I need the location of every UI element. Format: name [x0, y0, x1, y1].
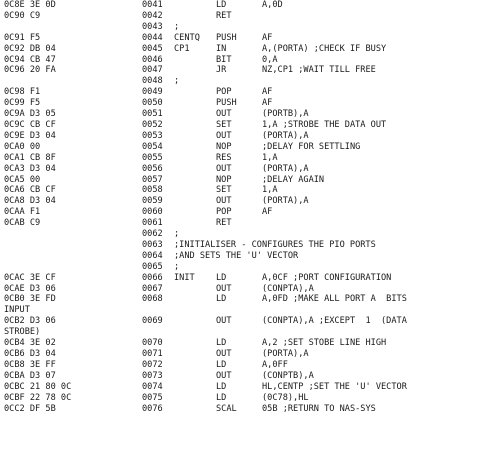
operand-text: AF: [262, 32, 273, 43]
line-number: 0061: [142, 218, 163, 229]
listing-row: [0, 251, 485, 262]
listing-row: [0, 207, 485, 218]
address-bytes: 0CA5 00: [4, 174, 41, 185]
opcode-text: PUSH: [216, 98, 237, 109]
line-number: 0042: [142, 10, 163, 21]
line-number: 0064: [142, 250, 163, 261]
comment-text: ;: [174, 76, 180, 87]
line-number: 0056: [142, 163, 163, 174]
operand-text: (PORTA),A: [262, 163, 309, 174]
line-number: 0043: [142, 21, 163, 32]
address-bytes: 0CA6 CB CF: [4, 185, 56, 196]
line-number: 0060: [142, 207, 163, 218]
listing-row: [0, 0, 485, 11]
line-number: 0045: [142, 43, 163, 54]
address-bytes: 0C90 C9: [4, 10, 41, 21]
line-number: 0051: [142, 109, 163, 120]
operand-text: (PORTA),A: [262, 196, 309, 207]
line-number: 0048: [142, 76, 163, 87]
listing-row: [0, 404, 485, 415]
opcode-text: SET: [216, 185, 232, 196]
line-number: 0070: [142, 338, 163, 349]
line-number: 0049: [142, 87, 163, 98]
listing-row: [0, 273, 485, 284]
opcode-text: RET: [216, 10, 232, 21]
listing-row: [0, 382, 485, 393]
operand-text: 1,A: [262, 152, 278, 163]
address-bytes: 0CAA F1: [4, 207, 41, 218]
label-text: CENTQ: [174, 32, 200, 43]
opcode-text: RES: [216, 152, 232, 163]
address-bytes: 0C92 DB 04: [4, 43, 56, 54]
listing-row: [0, 196, 485, 207]
address-bytes: 0CA1 CB 8F: [4, 152, 56, 163]
operand-text: AF: [262, 87, 273, 98]
line-number: 0046: [142, 54, 163, 65]
line-number: 0053: [142, 130, 163, 141]
line-number: 0069: [142, 316, 163, 327]
operand-text: A,2 ;SET STOBE LINE HIGH: [262, 338, 387, 349]
opcode-text: NOP: [216, 141, 232, 152]
operand-text: (CONPTA),A: [262, 283, 314, 294]
operand-text: 0,A: [262, 54, 278, 65]
address-bytes: 0CA3 D3 04: [4, 163, 56, 174]
listing-row: [0, 240, 485, 251]
opcode-text: SCAL: [216, 403, 237, 414]
listing-row: [0, 338, 485, 349]
opcode-text: LD: [216, 272, 227, 283]
comment-text: ;AND SETS THE 'U' VECTOR: [174, 250, 299, 261]
address-bytes: 0C9A D3 05: [4, 109, 56, 120]
address-bytes: 0C8E 3E 0D: [4, 0, 56, 10]
address-bytes: 0CA0 00: [4, 141, 41, 152]
operand-text: A,0D: [262, 0, 283, 10]
line-number: 0047: [142, 65, 163, 76]
comment-text: ;INITIALISER - CONFIGURES THE PIO PORTS: [174, 239, 376, 250]
line-number: 0052: [142, 119, 163, 130]
opcode-text: JR: [216, 65, 227, 76]
listing-row: [0, 316, 485, 327]
listing-row: [0, 294, 485, 305]
operand-text: A,0FD ;MAKE ALL PORT A BITS: [262, 294, 407, 305]
line-number: 0063: [142, 239, 163, 250]
address-bytes: 0CB2 D3 06: [4, 316, 56, 327]
address-bytes: 0C9C CB CF: [4, 119, 56, 130]
address-bytes: 0C94 CB 47: [4, 54, 56, 65]
address-bytes: 0CAE D3 06: [4, 283, 56, 294]
listing-row: [0, 98, 485, 109]
listing-row: [0, 120, 485, 131]
listing-row: [0, 349, 485, 360]
line-number: 0067: [142, 283, 163, 294]
operand-text: ;DELAY FOR SETTLING: [262, 141, 361, 152]
listing-row: [0, 218, 485, 229]
address-bytes: 0CB4 3E 02: [4, 338, 56, 349]
listing-row: [0, 33, 485, 44]
opcode-text: OUT: [216, 316, 232, 327]
address-bytes: 0CB6 D3 04: [4, 349, 56, 359]
operand-text: A,0FF: [262, 359, 288, 370]
line-number: 0065: [142, 261, 163, 272]
listing-row: [0, 153, 485, 164]
operand-text: AF: [262, 207, 273, 218]
address-bytes: 0CBC 21 80 0C: [4, 381, 72, 392]
address-bytes: 0CBA D3 07: [4, 370, 56, 381]
listing-row: [0, 55, 485, 66]
listing-row: [0, 11, 485, 22]
line-number: 0076: [142, 403, 163, 414]
opcode-text: SET: [216, 119, 232, 130]
opcode-text: RET: [216, 218, 232, 229]
address-bytes: 0C91 F5: [4, 32, 41, 43]
line-number: 0050: [142, 98, 163, 109]
operand-text: (PORTB),A: [262, 109, 309, 120]
opcode-text: NOP: [216, 174, 232, 185]
line-number: 0044: [142, 32, 163, 43]
opcode-text: LD: [216, 0, 227, 10]
listing-row: [0, 305, 485, 316]
operand-text: (PORTA),A: [262, 349, 309, 359]
listing-row: [0, 164, 485, 175]
listing-row: [0, 175, 485, 186]
opcode-text: OUT: [216, 163, 232, 174]
line-number: 0073: [142, 370, 163, 381]
address-bytes: 0CAB C9: [4, 218, 41, 229]
operand-text: NZ,CP1 ;WAIT TILL FREE: [262, 65, 376, 76]
listing-row: [0, 76, 485, 87]
line-number: 0075: [142, 392, 163, 403]
listing-row: [0, 360, 485, 371]
operand-text: A,0CF ;PORT CONFIGURATION: [262, 272, 392, 283]
address-bytes: 0CB8 3E FF: [4, 359, 56, 370]
line-number: 0071: [142, 349, 163, 359]
operand-text: 1,A: [262, 185, 278, 196]
line-number: 0074: [142, 381, 163, 392]
comment-text: ;: [174, 261, 180, 272]
label-text: CP1: [174, 43, 190, 54]
label-text: INIT: [174, 272, 195, 283]
address-bytes: 0C98 F1: [4, 87, 41, 98]
listing-row: [0, 327, 485, 338]
line-number: 0066: [142, 272, 163, 283]
opcode-text: LD: [216, 381, 227, 392]
listing-row: [0, 284, 485, 295]
opcode-text: OUT: [216, 283, 232, 294]
listing-row: [0, 142, 485, 153]
line-number: 0072: [142, 359, 163, 370]
opcode-text: BIT: [216, 54, 232, 65]
line-number: 0055: [142, 152, 163, 163]
line-number: 0041: [142, 0, 163, 10]
comment-text: ;: [174, 21, 180, 32]
operand-text: (CONPTB),A: [262, 370, 314, 381]
listing-row: [0, 131, 485, 142]
line-number: 0057: [142, 174, 163, 185]
listing-row: [0, 44, 485, 55]
opcode-text: OUT: [216, 130, 232, 141]
opcode-text: LD: [216, 359, 227, 370]
listing-row: [0, 87, 485, 98]
operand-text: AF: [262, 98, 273, 109]
operand-text: A,(PORTA) ;CHECK IF BUSY: [262, 43, 387, 54]
operand-text: 05B ;RETURN TO NAS-SYS: [262, 403, 376, 414]
line-number: 0062: [142, 229, 163, 240]
listing-row: [0, 262, 485, 273]
listing-row: [0, 229, 485, 240]
opcode-text: OUT: [216, 109, 232, 120]
operand-text: (0C78),HL: [262, 392, 309, 403]
listing-row: [0, 371, 485, 382]
opcode-text: LD: [216, 392, 227, 403]
address-bytes: 0C96 20 FA: [4, 65, 56, 76]
operand-text: 1,A ;STROBE THE DATA OUT: [262, 119, 387, 130]
opcode-text: POP: [216, 207, 232, 218]
opcode-text: POP: [216, 87, 232, 98]
opcode-text: PUSH: [216, 32, 237, 43]
listing-row: [0, 65, 485, 76]
address-bytes: 0C99 F5: [4, 98, 41, 109]
address-bytes: 0CC2 DF 5B: [4, 403, 56, 414]
opcode-text: LD: [216, 338, 227, 349]
opcode-text: OUT: [216, 370, 232, 381]
operand-text: HL,CENTP ;SET THE 'U' VECTOR: [262, 381, 407, 392]
listing-row: [0, 22, 485, 33]
continuation-text: INPUT: [4, 305, 30, 316]
comment-text: ;: [174, 229, 180, 240]
operand-text: (CONPTA),A ;EXCEPT 1 (DATA: [262, 316, 407, 327]
opcode-text: OUT: [216, 349, 232, 359]
address-bytes: 0CBF 22 78 0C: [4, 392, 72, 403]
address-bytes: 0CA8 D3 04: [4, 196, 56, 207]
opcode-text: LD: [216, 294, 227, 305]
line-number: 0068: [142, 294, 163, 305]
address-bytes: 0CAC 3E CF: [4, 272, 56, 283]
listing-row: [0, 185, 485, 196]
address-bytes: 0C9E D3 04: [4, 130, 56, 141]
operand-text: (PORTA),A: [262, 130, 309, 141]
listing-row: [0, 109, 485, 120]
opcode-text: OUT: [216, 196, 232, 207]
listing-row: [0, 393, 485, 404]
line-number: 0058: [142, 185, 163, 196]
line-number: 0059: [142, 196, 163, 207]
opcode-text: IN: [216, 43, 227, 54]
continuation-text: STROBE): [4, 327, 41, 338]
address-bytes: 0CB0 3E FD: [4, 294, 56, 305]
line-number: 0054: [142, 141, 163, 152]
operand-text: ;DELAY AGAIN: [262, 174, 325, 185]
